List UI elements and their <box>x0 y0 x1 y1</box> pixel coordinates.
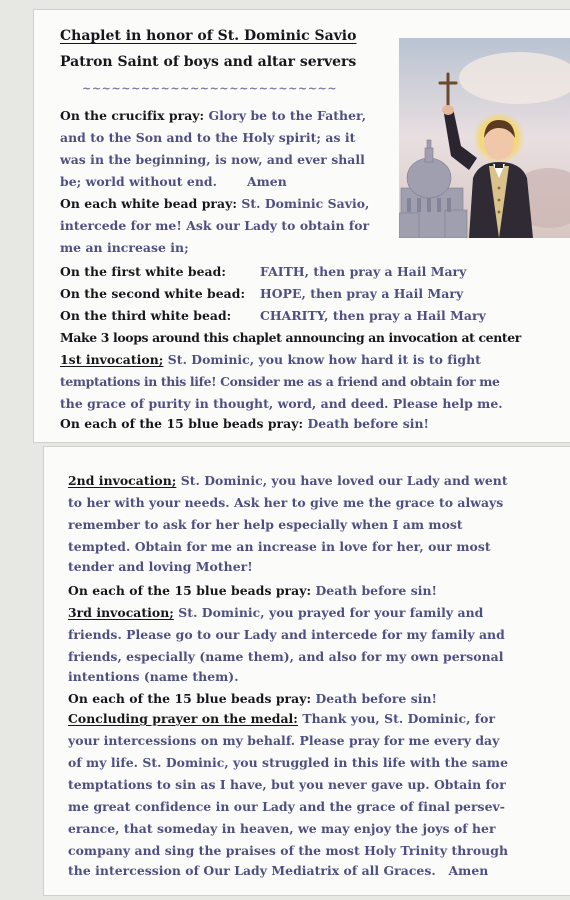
loops-instruction: Make 3 loops around this chaplet announcing an invocation at center <box>60 330 521 345</box>
concluding-text-7: company and sing the praises of the most Holy Trinity through <box>68 843 508 858</box>
invocation-1-text-1: St. Dominic, you know how hard it is to fight <box>167 352 481 367</box>
white-bead-prayer-2: intercede for me! Ask our Lady to obtain for <box>60 218 370 233</box>
second-bead-line <box>60 284 463 304</box>
white-bead-label: On each white bead pray: <box>60 196 237 211</box>
crucifix-prayer-4: be; world without end. <box>60 174 217 189</box>
second-bead-label: On the second white bead: <box>60 286 246 301</box>
tilde-divider: ~~~~~~~~~~~~~~~~~~~~~~~~~~ <box>82 82 338 95</box>
prayer-card-top <box>34 10 570 442</box>
blue-beads-label-3: On each of the 15 blue beads pray: <box>68 691 312 706</box>
concluding-text-2: your intercessions on my behalf. Please pray for me every day <box>68 733 500 748</box>
blue-beads-line-3 <box>68 689 437 709</box>
invocation-3-text-2: friends. Please go to our Lady and intercede for my family and <box>68 627 505 642</box>
white-bead-prayer-1: St. Dominic Savio, <box>241 196 370 211</box>
blue-beads-text-1: Death before sin! <box>307 416 430 431</box>
invocation-2-label: 2nd invocation; <box>68 473 177 488</box>
crucifix-line-1 <box>60 106 366 126</box>
invocation-3-label: 3rd invocation; <box>68 605 174 620</box>
invocation-3-text-3: friends, especially (name them), and also for my own personal <box>68 649 504 664</box>
crucifix-line-4 <box>60 172 287 192</box>
invocation-2-line-1 <box>68 471 508 491</box>
blue-beads-label-1: On each of the 15 blue beads pray: <box>60 416 304 431</box>
invocation-2-text-1: St. Dominic, you have loved our Lady and went <box>180 473 508 488</box>
crucifix-label: On the crucifix pray: <box>60 108 205 123</box>
invocation-1-label: 1st invocation; <box>60 352 164 367</box>
chaplet-title: Chaplet in honor of St. Dominic Savio <box>60 28 357 44</box>
concluding-line-8 <box>68 861 488 881</box>
concluding-line-1 <box>68 709 495 729</box>
first-bead-label: On the first white bead: <box>60 264 226 279</box>
concluding-text-4: temptations to sin as I have, but you never gave up. Obtain for <box>68 777 506 792</box>
invocation-1-text-3: the grace of purity in thought, word, and deed. Please help me. <box>60 396 503 411</box>
amen-text: Amen <box>246 174 287 189</box>
invocation-2-text-4: tempted. Obtain for me an increase in love for her, our most <box>68 539 491 554</box>
concluding-amen: Amen <box>448 863 489 878</box>
crucifix-prayer-2: and to the Son and to the Holy spirit; as it <box>60 130 356 145</box>
invocation-2-text-3: remember to ask for her help especially when I am most <box>68 517 463 532</box>
blue-beads-text-3: Death before sin! <box>315 691 438 706</box>
blue-beads-text-2: Death before sin! <box>315 583 438 598</box>
blue-beads-label-2: On each of the 15 blue beads pray: <box>68 583 312 598</box>
invocation-3-text-1: St. Dominic, you prayed for your family and <box>178 605 484 620</box>
third-bead-text: CHARITY, then pray a Hail Mary <box>260 308 486 323</box>
concluding-text-3: of my life. St. Dominic, you struggled in this life with the same <box>68 755 509 770</box>
chaplet-subtitle: Patron Saint of boys and altar servers <box>60 54 357 70</box>
crucifix-prayer-3: was in the beginning, is now, and ever shall <box>60 152 365 167</box>
invocation-2-text-5: tender and loving Mother! <box>68 559 253 574</box>
crucifix-prayer-1: Glory be to the Father, <box>208 108 367 123</box>
concluding-text-1: Thank you, St. Dominic, for <box>302 711 496 726</box>
prayer-card-bottom <box>44 447 570 895</box>
invocation-2-text-2: to her with your needs. Ask her to give me the grace to always <box>68 495 504 510</box>
concluding-text-6: erance, that someday in heaven, we may enjoy the joys of her <box>68 821 496 836</box>
invocation-1-line-1 <box>60 350 481 370</box>
saint-dominic-savio-image <box>399 38 570 238</box>
first-bead-line <box>60 262 466 282</box>
concluding-label: Concluding prayer on the medal: <box>68 711 298 726</box>
invocation-3-line-1 <box>68 603 483 623</box>
blue-beads-line-1 <box>60 414 429 434</box>
blue-beads-line-2 <box>68 581 437 601</box>
second-bead-text: HOPE, then pray a Hail Mary <box>260 286 464 301</box>
third-bead-line <box>60 306 486 326</box>
invocation-3-text-4: intentions (name them). <box>68 669 239 684</box>
invocation-1-text-2: temptations in this life! Consider me as a friend and obtain for me <box>60 374 500 389</box>
first-bead-text: FAITH, then pray a Hail Mary <box>260 264 467 279</box>
concluding-text-8: the intercession of Our Lady Mediatrix of all Graces. <box>68 863 436 878</box>
white-bead-prayer-3: me an increase in; <box>60 240 189 255</box>
white-bead-line-1 <box>60 194 369 214</box>
concluding-text-5: me great confidence in our Lady and the grace of final persev- <box>68 799 505 814</box>
third-bead-label: On the third white bead: <box>60 308 232 323</box>
